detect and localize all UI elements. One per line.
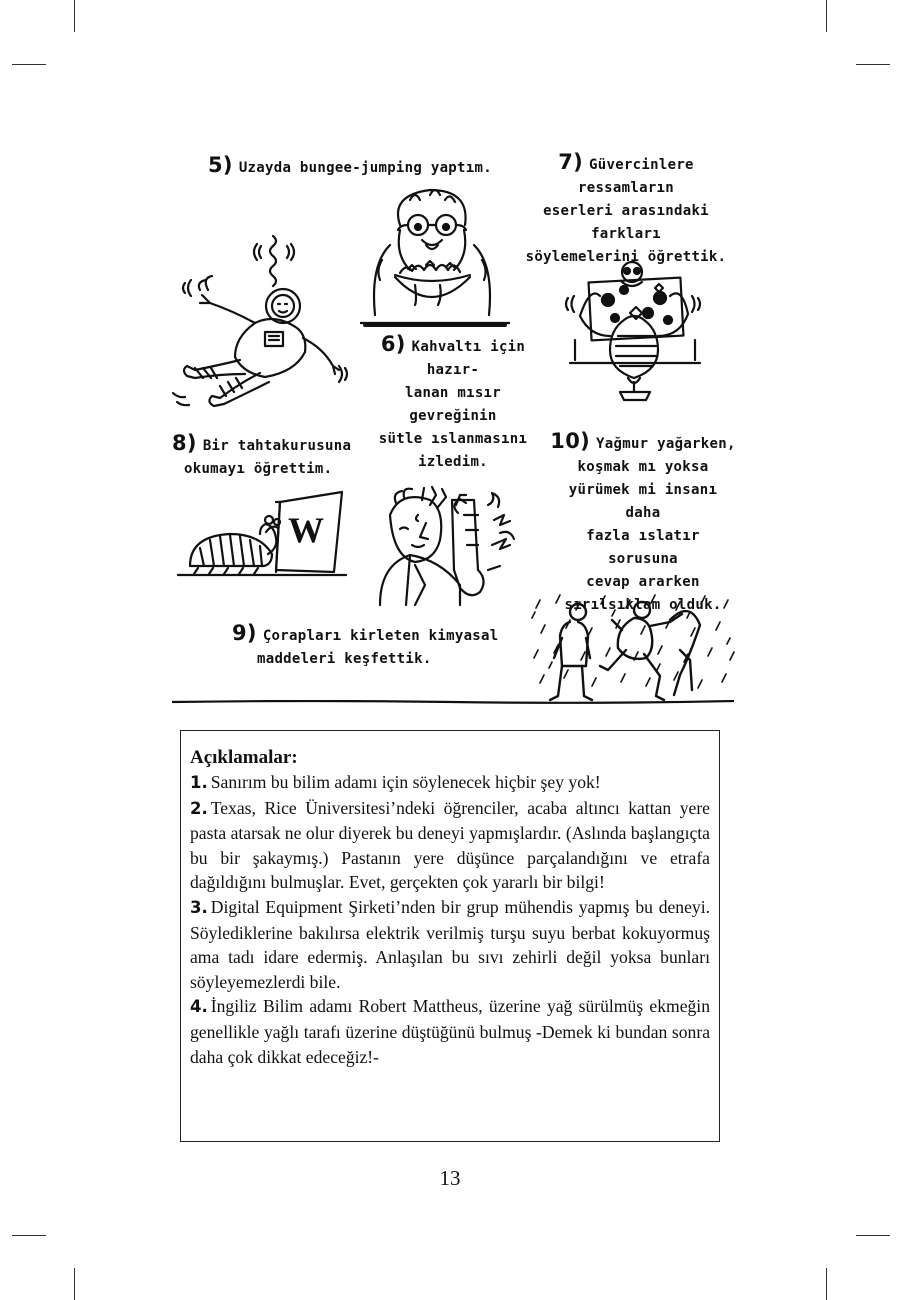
pigeon-paintings-illustration <box>560 258 710 403</box>
crop-mark <box>856 64 890 65</box>
caption-line: Kahvaltı için hazır- <box>411 339 526 378</box>
caption-line: fazla ıslatır sorusuna <box>586 528 700 567</box>
bedbug-illustration <box>168 490 350 582</box>
explanation-item <box>190 796 710 895</box>
item-text: Texas, Rice Üniversitesi’ndeki öğrenciler, acaba altıncı kattan yere pasta atarsak ne olur diyerek bu deneyi yapmışlardır. (Aslında başlangıçta bu bir şakaymış.) Pastanın yere düşünce parçalandığını ve etrafa dağıldığını bulmuşlar. Evet, gerçekten çok yararlı bir bilgi! <box>190 797 710 893</box>
page-number: 13 <box>439 1166 461 1190</box>
explanation-item <box>190 770 710 796</box>
caption-5 <box>208 154 492 180</box>
caption-line: koşmak mı yoksa <box>577 459 709 475</box>
caption-line: Uzayda bungee-jumping yaptım. <box>238 160 492 176</box>
caption-9 <box>232 622 499 671</box>
caption-6 <box>368 333 538 474</box>
crop-mark <box>826 0 827 32</box>
crop-mark <box>12 64 46 65</box>
crop-mark <box>856 1235 890 1236</box>
explanations-box <box>180 730 720 1142</box>
item-text: Digital Equipment Şirketi’nden bir grup mühendis yapmış bu deneyi. Söylediklerine bakılırsa elektrik verilmiş turşu suyu berbat kokuyormuş ama tadı idare edermiş. Anlaşılan bu sıvı zehirli değil yoksa bunları söyleyemezlerdi bile. <box>190 896 710 992</box>
caption-line: Yağmur yağarken, <box>596 436 736 452</box>
caption-number: 10) <box>550 429 591 453</box>
caption-line: cevap ararken <box>586 574 700 590</box>
board-letter: W <box>288 510 324 550</box>
explanations-title: Açıklamalar: <box>190 747 298 768</box>
caption-7 <box>520 151 732 269</box>
caption-line: eserleri arasındaki farkları <box>543 203 709 242</box>
item-number: 4. <box>190 997 208 1017</box>
crop-mark <box>74 1268 75 1300</box>
item-text: İngiliz Bilim adamı Robert Mattheus, üzerine yağ sürülmüş ekmeğin genellikle yağlı tarafı üzerine düştüğünü bulmuş -Demek ki bundan sonra daha çok dikkat edeceğiz!- <box>190 996 710 1067</box>
rain-men-illustration <box>530 590 740 705</box>
caption-line: yürümek mi insanı daha <box>568 482 718 521</box>
crop-mark <box>74 0 75 32</box>
item-number: 3. <box>190 897 208 917</box>
caption-line: söylemelerini öğrettik. <box>525 249 727 265</box>
ground-line <box>172 700 734 704</box>
caption-line: Güvercinlere ressamların <box>577 157 694 196</box>
cereal-man-illustration <box>360 185 510 330</box>
caption-line: sütle ıslanmasını <box>378 431 528 447</box>
caption-number: 9) <box>232 621 257 645</box>
caption-line: lanan mısır gevreğinin <box>404 385 502 424</box>
caption-line: maddeleri keşfettik. <box>257 651 432 667</box>
caption-number: 5) <box>208 153 233 177</box>
caption-line: Çorapları kirleten kimyasal <box>262 628 499 644</box>
caption-number: 6) <box>380 332 406 356</box>
caption-line: sırılsıklam olduk. <box>564 597 722 613</box>
caption-line: Bir tahtakurusuna <box>202 438 352 454</box>
caption-8 <box>172 432 351 481</box>
caption-line: izledim. <box>418 454 488 470</box>
crop-mark <box>12 1235 46 1236</box>
caption-number: 8) <box>172 431 197 455</box>
caption-number: 7) <box>558 150 584 174</box>
caption-10 <box>548 430 738 617</box>
explanation-item <box>190 895 710 994</box>
item-number: 1. <box>190 773 208 792</box>
caption-line: okumayı öğrettim. <box>184 461 333 477</box>
sock-man-illustration <box>370 485 530 610</box>
astronaut-illustration <box>165 228 355 413</box>
crop-mark <box>826 1268 827 1300</box>
item-number: 2. <box>190 798 208 818</box>
item-text: Sanırım bu bilim adamı için söylenecek hiçbir şey yok! <box>210 772 601 792</box>
explanation-item <box>190 994 710 1069</box>
